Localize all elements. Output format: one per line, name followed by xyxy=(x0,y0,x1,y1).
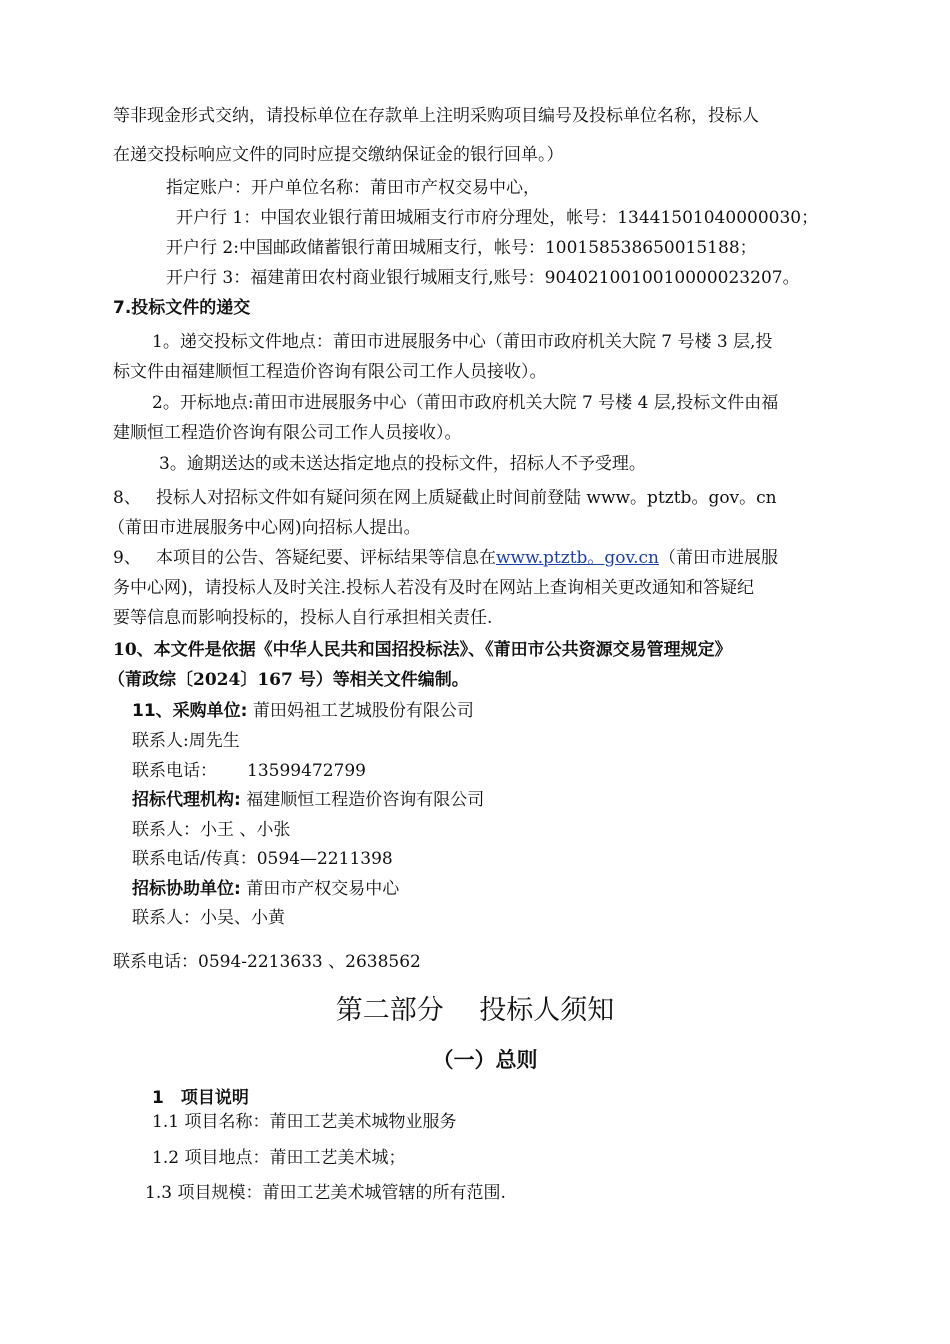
s7-item-3: 3。逾期送达的或未送达指定地点的投标文件，招标人不予受理。 xyxy=(159,454,646,474)
s8-line-2: （莆田市进展服务中心网)向招标人提出。 xyxy=(108,518,421,538)
s7-item-1-line-1: 1。递交投标文件地点：莆田市进展服务中心（莆田市政府机关大院 7 号楼 3 层,投 xyxy=(152,332,773,352)
buyer-line xyxy=(132,701,474,721)
buyer-contact: 联系人:周先生 xyxy=(132,731,240,751)
s10-line-2: （莆政综〔2024〕167 号）等相关文件编制。 xyxy=(108,670,469,690)
part-two-title: 第二部分 投标人须知 xyxy=(335,995,615,1026)
deposit-text-line-1: 等非现金形式交纳，请投标单位在存款单上注明采购项目编号及投标单位名称，投标人 xyxy=(113,106,759,126)
assist-contact: 联系人：小吴、小黄 xyxy=(132,908,285,928)
assist-line xyxy=(132,879,399,899)
s9-line-2: 务中心网)，请投标人及时关注.投标人若没有及时在网站上查询相关更改通知和答疑纪 xyxy=(113,578,755,598)
general-provisions-heading: （一）总则 xyxy=(432,1048,538,1072)
s8-line-1: 投标人对招标文件如有疑问须在网上质疑截止时间前登陆 www。ptztb。gov。cn xyxy=(156,488,777,508)
project-location: 1.2 项目地点：莆田工艺美术城； xyxy=(152,1148,406,1168)
agent-phone: 联系电话/传真：0594—2211398 xyxy=(132,849,393,869)
ptztb-website-link[interactable]: www.ptztb。gov.cn xyxy=(496,548,660,568)
assist-value: 莆田市产权交易中心 xyxy=(246,879,400,899)
agent-value: 福建顺恒工程造价咨询有限公司 xyxy=(246,790,485,810)
bank-account-3: 开户行 3：福建莆田农村商业银行城厢支行,账号：9040210010010000023207。 xyxy=(166,268,800,288)
s9-line-1 xyxy=(156,548,778,568)
s7-item-2-line-2: 建顺恒工程造价咨询有限公司工作人员接收）。 xyxy=(113,423,462,443)
s7-item-1-line-2: 标文件由福建顺恒工程造价咨询有限公司工作人员接收）。 xyxy=(113,362,547,382)
s10-line-1: 10、本文件是依据《中华人民共和国招投标法》、《莆田市公共资源交易管理规定》 xyxy=(113,640,732,660)
agent-contact: 联系人：小王 、小张 xyxy=(132,820,291,840)
buyer-phone-label: 联系电话： xyxy=(132,761,217,781)
s9-line-3: 要等信息而影响投标的，投标人自行承担相关责任. xyxy=(113,608,493,628)
designated-account: 指定账户：开户单位名称：莆田市产权交易中心， xyxy=(166,178,540,198)
buyer-phone: 13599472799 xyxy=(247,761,366,781)
buyer-phone-line xyxy=(132,761,366,781)
project-scale: 1.3 项目规模：莆田工艺美术城管辖的所有范围. xyxy=(145,1183,506,1203)
bank-account-1: 开户行 1：中国农业银行莆田城厢支行市府分理处，帐号：13441501040000030； xyxy=(176,208,819,228)
s9-text-pre: 本项目的公告、答疑纪要、评标结果等信息在 xyxy=(156,548,496,568)
buyer-label: 11、采购单位: xyxy=(132,701,248,721)
assist-phone: 联系电话：0594-2213633 、2638562 xyxy=(113,952,421,972)
agent-label: 招标代理机构: xyxy=(132,790,241,810)
project-description-heading: 1 项目说明 xyxy=(152,1088,249,1108)
s9-number: 9、 xyxy=(113,548,141,568)
s9-text-post: （莆田市进展服 xyxy=(659,548,779,568)
section-7-title: 7.投标文件的递交 xyxy=(113,298,251,318)
s8-number: 8、 xyxy=(113,488,141,508)
buyer-value: 莆田妈祖工艺城股份有限公司 xyxy=(252,701,474,721)
deposit-text-line-2: 在递交投标响应文件的同时应提交缴纳保证金的银行回单。） xyxy=(113,145,564,165)
assist-label: 招标协助单位: xyxy=(132,879,241,899)
project-name: 1.1 项目名称：莆田工艺美术城物业服务 xyxy=(152,1112,457,1132)
agent-line xyxy=(132,790,484,810)
s7-item-2-line-1: 2。开标地点:莆田市进展服务中心（莆田市政府机关大院 7 号楼 4 层,投标文件由福 xyxy=(152,393,779,413)
bank-account-2: 开户行 2:中国邮政储蓄银行莆田城厢支行，帐号：100158538650015188； xyxy=(166,238,757,258)
